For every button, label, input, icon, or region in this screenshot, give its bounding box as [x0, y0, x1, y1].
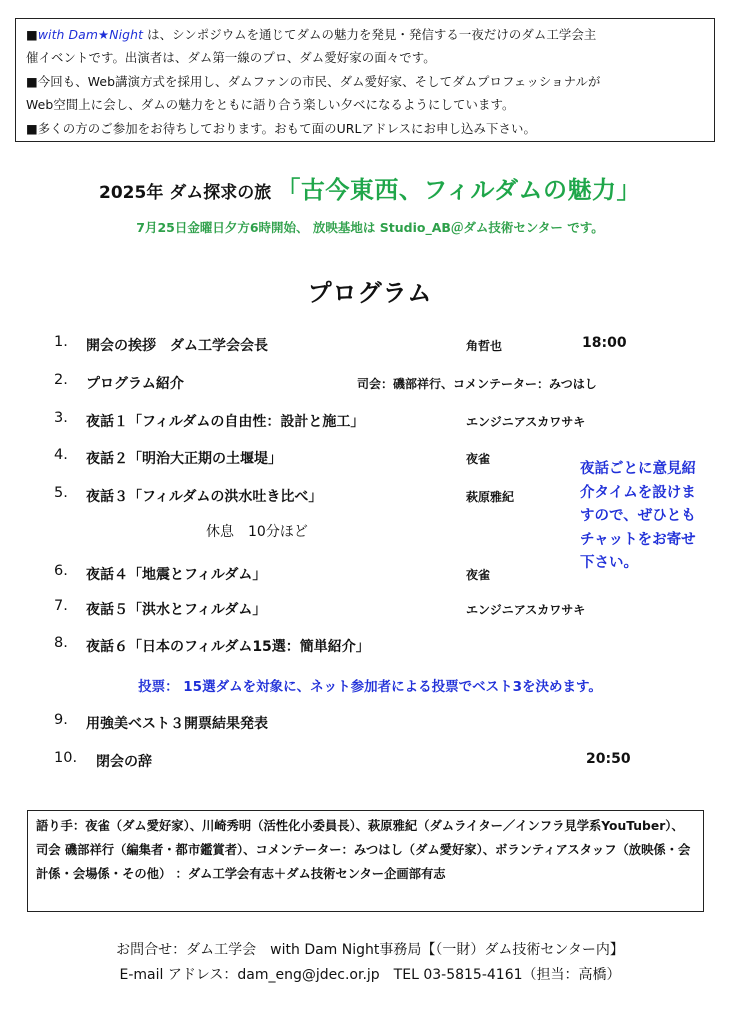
- program-item-title: 夜話３「フィルダムの洪水吐き比べ」: [86, 489, 323, 505]
- vote-note: 投票： 15選ダムを対象に、ネット参加者による投票でベスト3を決めます。: [138, 679, 602, 695]
- program-item-speaker: 角哲也: [466, 339, 503, 353]
- contact-info: [0, 938, 740, 988]
- program-number: 4.: [54, 447, 68, 463]
- intro-line-1: ■with Dam★Night は、シンポジウムを通じてダムの魅力を発見・発信する一夜だけのダム工学会主: [26, 27, 597, 42]
- program-item-time: 18:00: [582, 335, 627, 351]
- intro-line-5: ■多くの方のご参加をお待ちしております。おもて面のURLアドレスにお申し込み下さい。: [26, 120, 536, 136]
- intro-line-3: ■今回も、Web講演方式を採用し、ダムファンの市民、ダム愛好家、そしてダムプロフェッショナルが: [26, 73, 601, 89]
- program-number: 9.: [54, 712, 68, 728]
- event-name: with Dam★Night: [37, 27, 144, 42]
- program-item-title: 夜話１「フィルダムの自由性：設計と施工」: [86, 414, 365, 430]
- program-item-speaker: 夜雀: [466, 568, 491, 582]
- program-item-title: 夜話２「明治大正期の土堰堤」: [86, 451, 282, 467]
- program-item-speaker: 萩原雅紀: [466, 490, 515, 504]
- program-item-time: 20:50: [586, 751, 631, 767]
- program-item-speaker: エンジニアスカワサキ: [466, 415, 586, 429]
- program-item-title: 閉会の辞: [96, 754, 152, 770]
- program-number: 7.: [54, 598, 68, 614]
- contact-office: お問合せ：ダム工学会 with Dam Night事務局【（一財）ダム技術センター内】: [116, 942, 624, 958]
- program-item-title: プログラム紹介: [86, 376, 184, 392]
- chat-invite-note: 夜話ごとに意見紹介タイムを設けますので、ぜひともチャットをお寄せ下さい。: [580, 461, 696, 571]
- contact-email-tel: E-mail アドレス：dam_eng@jdec.or.jp TEL 03-5815-4161（担当：高橋）: [119, 967, 621, 983]
- speakers-box: 語り手：夜雀（ダム愛好家）、川崎秀明（活性化小委員長）、萩原雅紀（ダムライター／インフラ見学系YouTuber）、司会 磯部祥行（編集者・都市鑑賞者）、コメンテーター：みつはし（ダム愛好家）、ボランティアスタッフ（放映係・会計係・会場係・その他） ：ダム工学会有志＋ダム技術センター企画部有志: [27, 810, 704, 912]
- program-item-speaker: 司会：磯部祥行、コメンテーター：みつはし: [357, 377, 597, 391]
- program-item-title: 用強美ベスト３開票結果発表: [86, 716, 268, 732]
- program-number: 6.: [54, 563, 68, 579]
- program-item-speaker: エンジニアスカワサキ: [466, 603, 586, 617]
- headline-lead: 2025年 ダム探求の旅: [99, 183, 272, 203]
- program-number: 3.: [54, 410, 68, 426]
- program-number: 5.: [54, 485, 68, 501]
- program-title: プログラム: [307, 279, 433, 307]
- program-number: 1.: [54, 334, 68, 350]
- program-item-speaker: 夜雀: [466, 452, 491, 466]
- intro-line-2: 催イベントです。出演者は、ダム第一線のプロ、ダム愛好家の面々です。: [26, 50, 436, 66]
- program-number: 8.: [54, 635, 68, 651]
- program-number: 10.: [54, 750, 78, 766]
- event-date-line: 7月25日金曜日夕方6時開始、 放映基地は Studio_AB＠ダム技術センター です。: [136, 220, 604, 235]
- program-item-title: 夜話５「洪水とフィルダム」: [86, 602, 267, 618]
- headline-title: 「古今東西、フィルダムの魅力」: [276, 176, 641, 204]
- break-note: 休息 10分ほど: [206, 524, 308, 540]
- program-item-title: 開会の挨拶 ダム工学会会長: [86, 338, 268, 354]
- program-number: 2.: [54, 372, 68, 388]
- program-item-title: 夜話６「日本のフィルダム15選：簡単紹介」: [86, 639, 370, 655]
- intro-line-4: Web空間上に会し、ダムの魅力をともに語り合う楽しい夕べになるようにしています。: [26, 97, 515, 113]
- program-item-title: 夜話４「地震とフィルダム」: [86, 567, 267, 583]
- intro-box: [15, 18, 715, 142]
- headline: [0, 170, 740, 205]
